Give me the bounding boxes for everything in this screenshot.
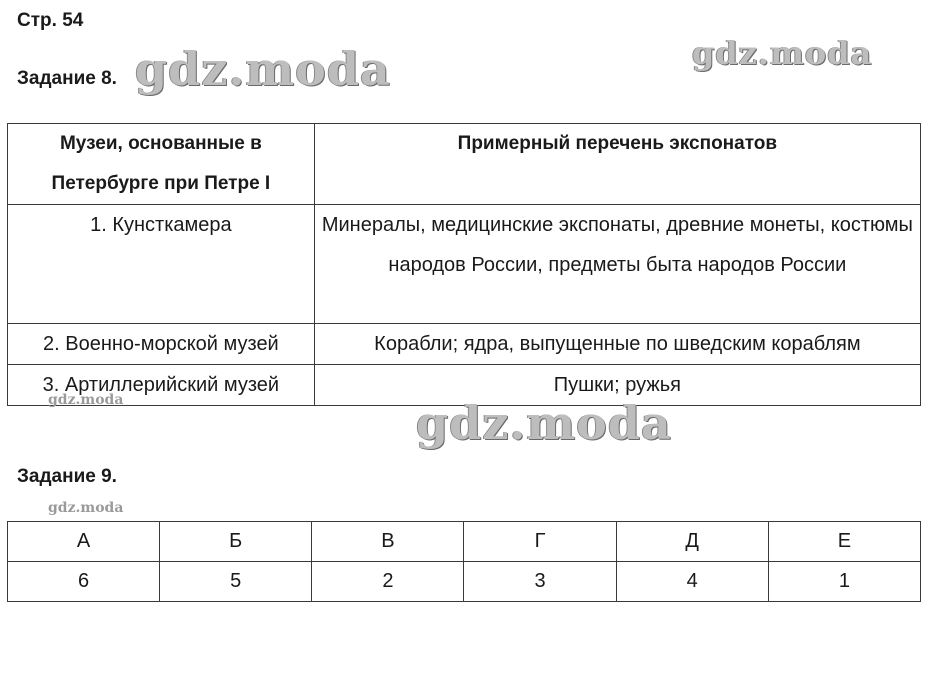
museum-cell: 2. Военно-морской музей [8,324,315,365]
numbers-row [8,562,921,602]
number-cell: 3 [464,562,616,602]
letters-row [8,522,921,562]
table-header-row [8,124,921,205]
museum-cell: 1. Кунсткамера [8,205,315,324]
task-9-title: Задание 9. [17,466,117,487]
letter-cell: Г [464,522,616,562]
watermark-logo: gdz.moda [416,396,672,450]
museums-table [7,123,921,406]
number-cell: 4 [616,562,768,602]
letter-cell: А [8,522,160,562]
exhibits-cell: Минералы, медицинские экспонаты, древние монеты, костюмы народов России, предметы быта народов России [314,205,920,324]
table-row [8,205,921,324]
task-8-title: Задание 8. [17,68,117,89]
watermark-logo: gdz.moda [692,34,873,72]
exhibits-cell: Пушки; ружья [314,365,920,406]
exhibits-cell: Корабли; ядра, выпущенные по шведским кораблям [314,324,920,365]
number-cell: 1 [768,562,920,602]
museum-cell: 3. Артиллерийский музей [8,365,315,406]
watermark-small: gdz.moda [48,392,124,408]
letter-cell: В [312,522,464,562]
letter-cell: Д [616,522,768,562]
number-cell: 6 [8,562,160,602]
column-header-museums: Музеи, основанные в Петербурге при Петре I [8,124,315,205]
page-number: Стр. 54 [17,10,84,31]
letter-cell: Б [160,522,312,562]
column-header-exhibits: Примерный перечень экспонатов [314,124,920,205]
watermark-logo: gdz.moda [135,42,391,96]
letter-cell: Е [768,522,920,562]
number-cell: 5 [160,562,312,602]
table-row [8,324,921,365]
number-cell: 2 [312,562,464,602]
watermark-small: gdz.moda [48,500,124,516]
matching-table [7,521,921,602]
